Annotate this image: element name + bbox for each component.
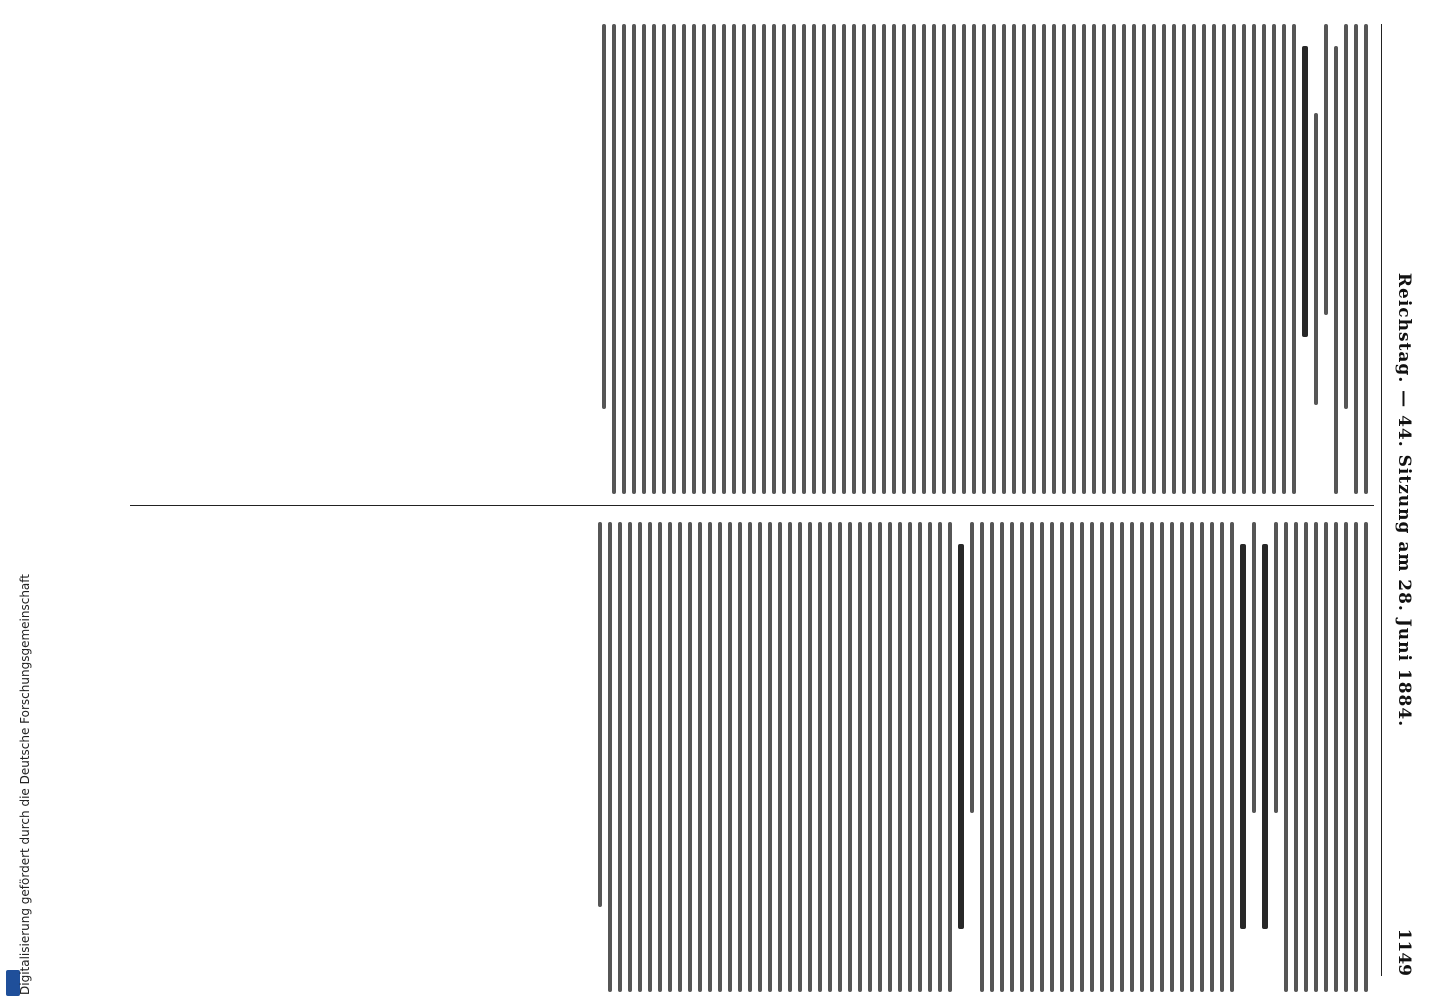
text-line (618, 522, 622, 992)
text-line (642, 24, 646, 494)
text-line (648, 522, 652, 992)
text-line (1070, 522, 1074, 992)
text-line (1102, 24, 1106, 494)
text-line (918, 522, 922, 992)
text-line (838, 522, 842, 992)
text-line (748, 522, 752, 992)
text-line (980, 522, 984, 992)
text-line (668, 522, 672, 992)
text-line (778, 522, 782, 992)
text-line (1202, 24, 1206, 494)
text-line (752, 24, 756, 494)
text-line (1130, 522, 1134, 992)
text-line (972, 24, 976, 494)
speaker-line (1302, 46, 1308, 337)
text-line (1022, 24, 1026, 494)
text-line (782, 24, 786, 494)
text-line (672, 24, 676, 494)
text-line (1100, 522, 1104, 992)
text-line (698, 522, 702, 992)
text-line (888, 522, 892, 992)
text-line (872, 24, 876, 494)
text-line (652, 24, 656, 494)
text-line (1354, 522, 1358, 992)
text-line (1060, 522, 1064, 992)
text-line (678, 522, 682, 992)
text-line (1272, 24, 1276, 494)
text-line (1002, 24, 1006, 494)
text-line (942, 24, 946, 494)
speaker-line (1240, 544, 1246, 929)
document-page (100, 0, 1430, 1000)
text-line (1080, 522, 1084, 992)
text-line (1152, 24, 1156, 494)
text-line (1140, 522, 1144, 992)
text-line (1200, 522, 1204, 992)
text-line (788, 522, 792, 992)
text-line (722, 24, 726, 494)
text-line (1020, 522, 1024, 992)
text-line (1092, 24, 1096, 494)
text-line (1324, 24, 1328, 315)
text-line (718, 522, 722, 992)
text-line (602, 24, 606, 409)
text-line (1262, 24, 1266, 494)
text-line (1274, 522, 1278, 813)
text-line (1222, 24, 1226, 494)
text-line (908, 522, 912, 992)
text-line (1344, 522, 1348, 992)
text-line (762, 24, 766, 494)
text-line (1030, 522, 1034, 992)
text-line (818, 522, 822, 992)
text-line (828, 522, 832, 992)
text-line (1132, 24, 1136, 494)
text-line (612, 24, 616, 494)
text-line (1062, 24, 1066, 494)
text-line (902, 24, 906, 494)
header-rule (1381, 24, 1382, 976)
text-line (792, 24, 796, 494)
text-line (708, 522, 712, 992)
speaker-line (958, 544, 964, 929)
text-line (728, 522, 732, 992)
text-line (1040, 522, 1044, 992)
text-line (1052, 24, 1056, 494)
right-column (126, 522, 1374, 992)
text-line (658, 522, 662, 992)
text-line (1182, 24, 1186, 494)
text-line (990, 522, 994, 992)
text-line (928, 522, 932, 992)
text-line (738, 522, 742, 992)
text-line (938, 522, 942, 992)
text-line (868, 522, 872, 992)
sidebar-margin (0, 0, 100, 1000)
text-line (948, 522, 952, 992)
text-line (970, 522, 974, 813)
text-line (922, 24, 926, 494)
digitization-credit: Digitalisierung gefördert durch die Deutsche Forschungsgemeinschaft (18, 573, 32, 995)
text-line (1324, 522, 1328, 992)
text-line (1082, 24, 1086, 494)
text-line (1304, 522, 1308, 992)
text-line (1364, 522, 1368, 992)
text-line (878, 522, 882, 992)
text-line (622, 24, 626, 494)
text-line (1232, 24, 1236, 494)
text-line (1122, 24, 1126, 494)
text-line (858, 522, 862, 992)
text-line (892, 24, 896, 494)
text-line (598, 522, 602, 907)
text-line (802, 24, 806, 494)
text-line (1220, 522, 1224, 992)
text-line (1120, 522, 1124, 992)
text-line (768, 522, 772, 992)
text-line (1012, 24, 1016, 494)
text-line (712, 24, 716, 494)
text-line (1334, 522, 1338, 992)
text-line (758, 522, 762, 992)
text-line (1110, 522, 1114, 992)
text-line (962, 24, 966, 494)
text-line (1090, 522, 1094, 992)
page-header (1384, 24, 1418, 976)
text-line (608, 522, 612, 992)
text-line (1282, 24, 1286, 494)
text-line (912, 24, 916, 494)
text-line (772, 24, 776, 494)
text-line (1354, 24, 1358, 494)
text-line (1162, 24, 1166, 494)
text-line (1142, 24, 1146, 494)
text-line (638, 522, 642, 992)
header-title: Reichstag. — 44. Sitzung am 28. Juni 1884. (1394, 272, 1414, 728)
text-line (1242, 24, 1246, 494)
text-line (862, 24, 866, 494)
column-divider (130, 505, 1374, 506)
text-line (1192, 24, 1196, 494)
text-line (1344, 24, 1348, 409)
text-line (1294, 522, 1298, 992)
text-line (1010, 522, 1014, 992)
text-line (742, 24, 746, 494)
text-line (682, 24, 686, 494)
text-line (1334, 46, 1338, 494)
text-line (882, 24, 886, 494)
text-line (688, 522, 692, 992)
text-line (702, 24, 706, 494)
text-line (1212, 24, 1216, 494)
text-line (1160, 522, 1164, 992)
speaker-line (1262, 544, 1268, 929)
text-line (812, 24, 816, 494)
text-line (1112, 24, 1116, 494)
text-line (952, 24, 956, 494)
text-line (1252, 24, 1256, 494)
text-line (898, 522, 902, 992)
text-line (1364, 24, 1368, 494)
text-line (848, 522, 852, 992)
text-line (822, 24, 826, 494)
text-line (692, 24, 696, 494)
left-column (126, 24, 1374, 494)
text-line (1032, 24, 1036, 494)
text-line (1050, 522, 1054, 992)
text-line (1170, 522, 1174, 992)
text-line (628, 522, 632, 992)
text-line (632, 24, 636, 494)
text-line (1210, 522, 1214, 992)
page-number: 1149 (1394, 928, 1414, 976)
text-line (1284, 522, 1288, 992)
text-line (1000, 522, 1004, 992)
text-line (1314, 113, 1318, 404)
text-line (852, 24, 856, 494)
text-line (992, 24, 996, 494)
text-line (1314, 522, 1318, 992)
text-line (1180, 522, 1184, 992)
text-line (808, 522, 812, 992)
text-line (1042, 24, 1046, 494)
text-line (1150, 522, 1154, 992)
text-line (832, 24, 836, 494)
text-line (932, 24, 936, 494)
text-line (1230, 522, 1234, 992)
text-line (1072, 24, 1076, 494)
text-line (842, 24, 846, 494)
text-line (732, 24, 736, 494)
text-line (1292, 24, 1296, 494)
text-line (1190, 522, 1194, 992)
text-line (662, 24, 666, 494)
text-line (982, 24, 986, 494)
text-line (1252, 522, 1256, 813)
text-line (1172, 24, 1176, 494)
text-line (798, 522, 802, 992)
